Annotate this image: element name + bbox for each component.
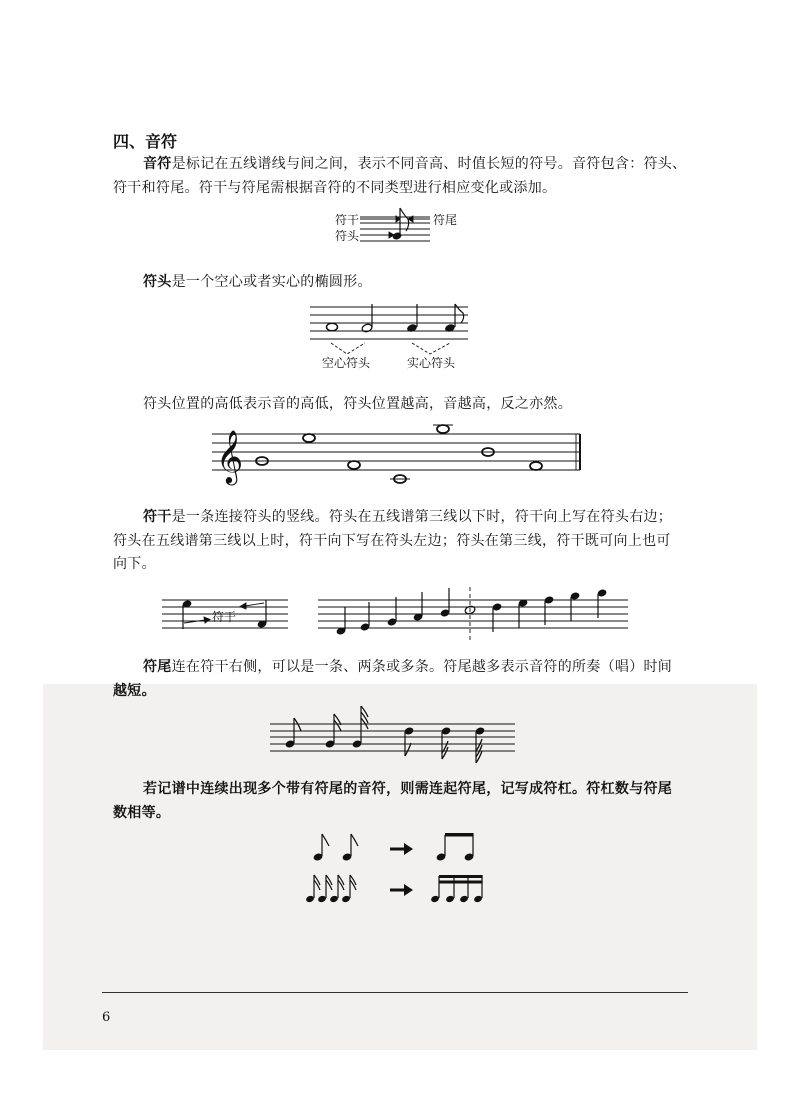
intro-line-2: 符干和符尾。符干与符尾需根据音符的不同类型进行相应变化或添加。 [113,180,557,196]
flag-count-diagram [268,695,523,770]
label-stem-arrow: 符干 [212,610,237,624]
notehead-types-diagram [305,300,475,375]
flag-line-2: 越短。 [113,683,156,699]
beam-line-2: 数相等。 [113,805,171,821]
label-flag: 符尾 [433,213,458,227]
footer-divider [102,992,688,993]
beam-diagram [300,828,490,908]
note-parts-diagram [330,205,470,250]
treble-clef-icon: 𝄞 [216,429,244,483]
pitch-line: 符头位置的高低表示音的高低，符头位置越高，音越高，反之亦然。 [143,396,572,412]
term-notehead: 符头 [143,274,172,290]
intro-line-1: 音符是标记在五线谱线与间之间，表示不同音高、时值长短的符号。音符包含：符头、 [143,156,687,172]
label-solid-head: 实心符头 [407,356,456,370]
arrow-right-icon [390,843,413,855]
section-heading: 四、音符 [113,132,178,151]
stem-direction-diagram [160,585,635,645]
term-note: 音符 [143,156,172,172]
page-number: 6 [102,1010,111,1025]
beam-line-1: 若记谱中连续出现多个带有符尾的音符，则需连起符尾，记写成符杠。符杠数与符尾 [143,781,673,797]
stem-line-2: 符头在五线谱第三线以上时，符干向下写在符头左边；符头在第三线，符干既可向上也可 [113,533,671,549]
beam-single [445,833,474,837]
beam-double-1 [439,875,483,878]
label-hollow-head: 空心符头 [322,356,371,370]
label-stem: 符干 [335,213,360,227]
arrow-right-icon [390,884,413,896]
beam-double-2 [439,881,483,884]
term-stem: 符干 [143,509,172,525]
stem-line-1: 符干是一条连接符头的竖线。符头在五线谱第三线以下时，符干向上写在符头右边； [143,509,673,525]
notehead-line: 符头是一个空心或者实心的椭圆形。 [143,274,372,290]
label-head: 符头 [335,229,360,243]
flag-line-1: 符尾连在符干右侧，可以是一条、两条或多条。符尾越多表示音符的所奏（唱）时间 [143,659,673,675]
stem-line-3: 向下。 [113,556,156,572]
term-flag: 符尾 [143,659,172,675]
pitch-staff-diagram [210,420,590,495]
